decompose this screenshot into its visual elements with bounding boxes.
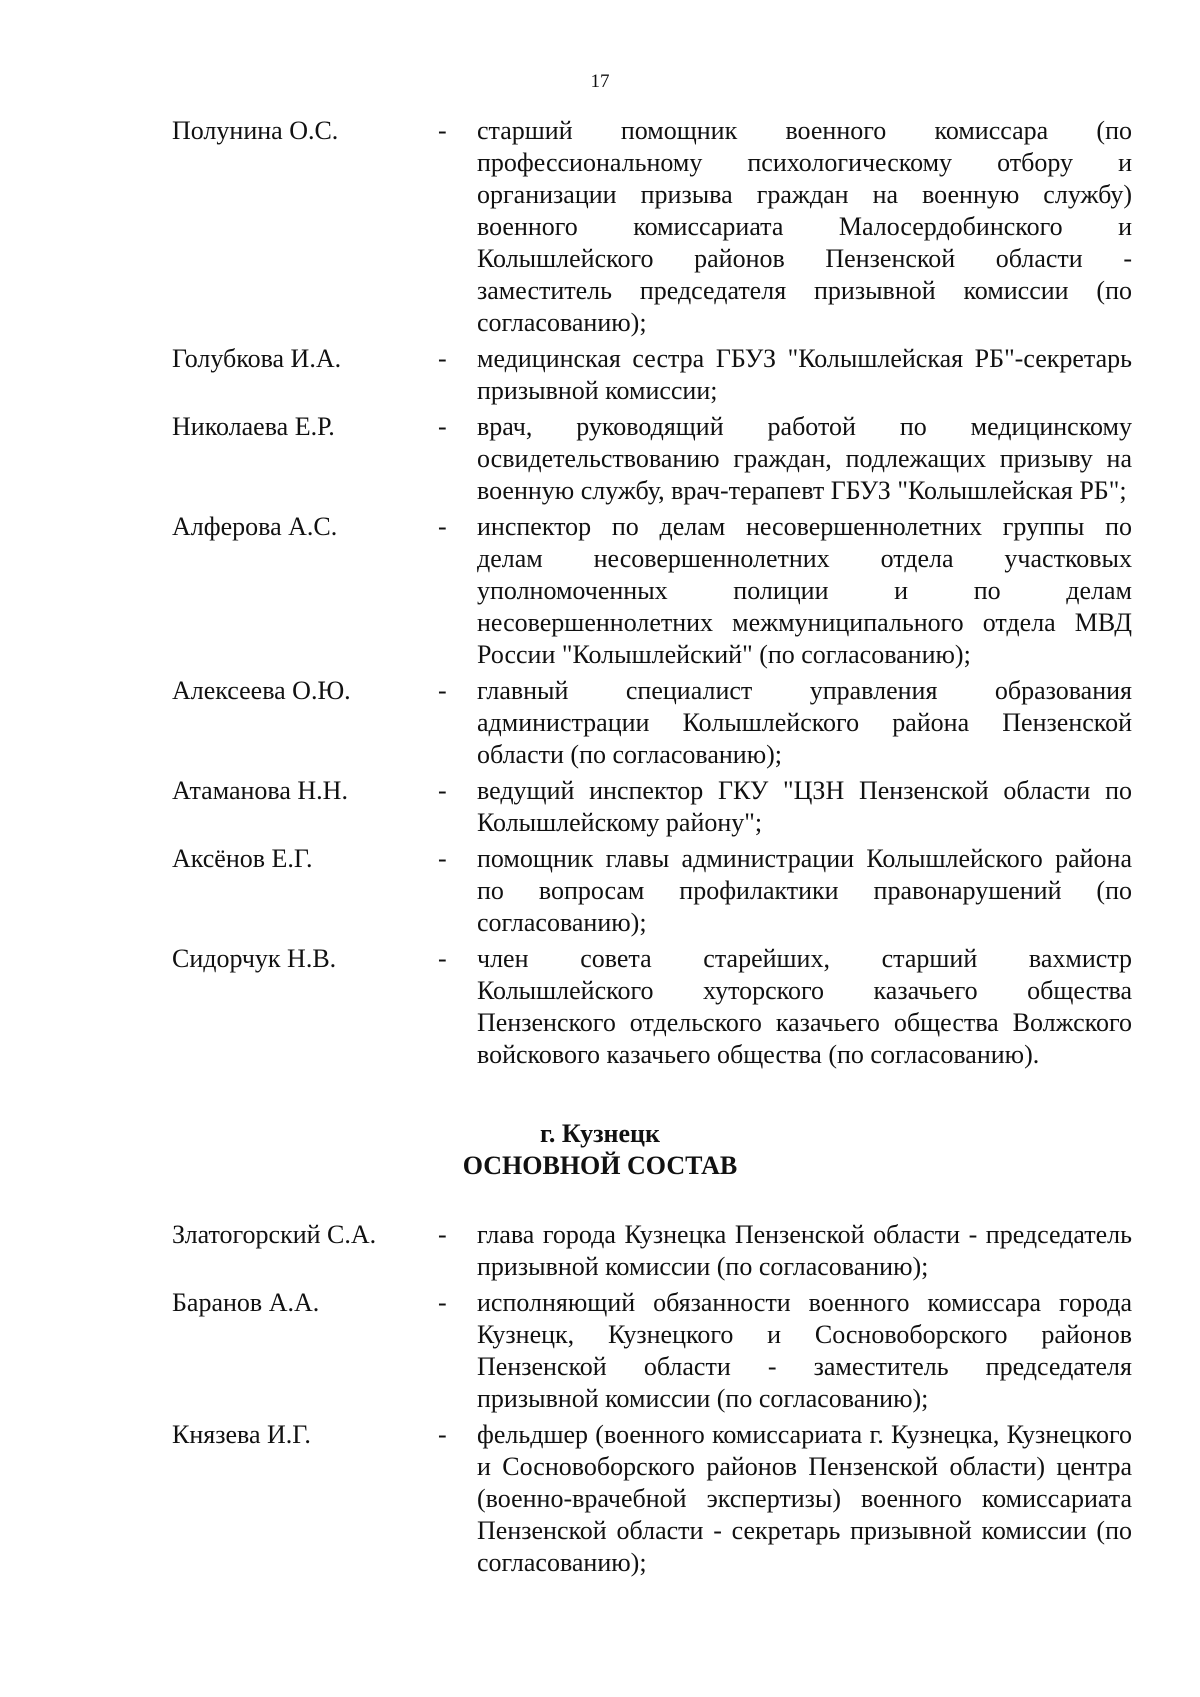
list-item <box>172 411 1132 507</box>
member-list-top <box>172 115 1132 1075</box>
list-item <box>172 843 1132 939</box>
member-position: глава города Кузнецка Пензенской области - председатель призывной комиссии (по согласованию); <box>477 1220 1132 1281</box>
member-name: Князева И.Г. <box>172 1420 311 1449</box>
separator-dash: - <box>438 1220 447 1249</box>
separator-dash: - <box>438 1288 447 1317</box>
member-name: Сидорчук Н.В. <box>172 944 337 973</box>
list-item <box>172 675 1132 771</box>
list-item <box>172 343 1132 407</box>
list-item <box>172 1287 1132 1415</box>
member-name: Аксёнов Е.Г. <box>172 844 313 873</box>
separator-dash: - <box>438 412 447 441</box>
city-heading: г. Кузнецк <box>539 1119 660 1148</box>
separator-dash: - <box>438 776 447 805</box>
list-item <box>172 1419 1132 1579</box>
composition-heading: ОСНОВНОЙ СОСТАВ <box>462 1151 738 1180</box>
separator-dash: - <box>438 944 447 973</box>
member-position: член совета старейших, старший вахмистр Колышлейского хуторского казачьего общества Пензенского отдельского казачьего общества Волжского войскового казачьего общества (по согласованию). <box>477 944 1132 1069</box>
member-name: Голубкова И.А. <box>172 344 342 373</box>
member-position: старший помощник военного комиссара (по профессиональному психологическому отбору и организации призыва граждан на военную службу) военного комиссариата Малосердобинского и Колышлейского районов Пензенской области - заместитель председателя призывной комиссии (по согласованию); <box>477 116 1132 337</box>
member-list-bottom <box>172 1219 1132 1583</box>
separator-dash: - <box>438 844 447 873</box>
member-position: ведущий инспектор ГКУ "ЦЗН Пензенской области по Колышлейскому району"; <box>477 776 1132 837</box>
member-position: медицинская сестра ГБУЗ "Колышлейская РБ"-секретарь призывной комиссии; <box>477 344 1132 405</box>
page-number: 17 <box>590 71 610 92</box>
member-name: Златогорский С.А. <box>172 1220 377 1249</box>
member-position: врач, руководящий работой по медицинскому освидетельствованию граждан, подлежащих призыву на военную службу, врач-терапевт ГБУЗ "Колышлейская РБ"; <box>477 412 1132 505</box>
member-name: Полунина О.С. <box>172 116 339 145</box>
member-name: Алферова А.С. <box>172 512 338 541</box>
member-position: исполняющий обязанности военного комиссара города Кузнецк, Кузнецкого и Сосновоборского районов Пензенской области - заместитель председателя призывной комиссии (по согласованию); <box>477 1288 1132 1413</box>
member-name: Алексеева О.Ю. <box>172 676 351 705</box>
list-item <box>172 115 1132 339</box>
separator-dash: - <box>438 116 447 145</box>
member-name: Николаева Е.Р. <box>172 412 335 441</box>
list-item <box>172 775 1132 839</box>
separator-dash: - <box>438 344 447 373</box>
separator-dash: - <box>438 1420 447 1449</box>
member-position: инспектор по делам несовершеннолетних группы по делам несовершеннолетних отдела участковых уполномоченных полиции и по делам несовершеннолетних межмуниципального отдела МВД России "Колышлейский" (по согласованию); <box>477 512 1132 669</box>
member-position: фельдшер (военного комиссариата г. Кузнецка, Кузнецкого и Сосновоборского районов Пензенской области) центра (военно-врачебной экспертизы) военного комиссариата Пензенской области - секретарь призывной комиссии (по согласованию); <box>477 1420 1132 1577</box>
member-position: помощник главы администрации Колышлейского района по вопросам профилактики правонарушений (по согласованию); <box>477 844 1132 937</box>
member-position: главный специалист управления образования администрации Колышлейского района Пензенской области (по согласованию); <box>477 676 1132 769</box>
member-name: Баранов А.А. <box>172 1288 320 1317</box>
separator-dash: - <box>438 676 447 705</box>
section-heading <box>0 1118 1200 1182</box>
list-item <box>172 943 1132 1071</box>
member-name: Атаманова Н.Н. <box>172 776 348 805</box>
list-item <box>172 1219 1132 1283</box>
list-item <box>172 511 1132 671</box>
separator-dash: - <box>438 512 447 541</box>
